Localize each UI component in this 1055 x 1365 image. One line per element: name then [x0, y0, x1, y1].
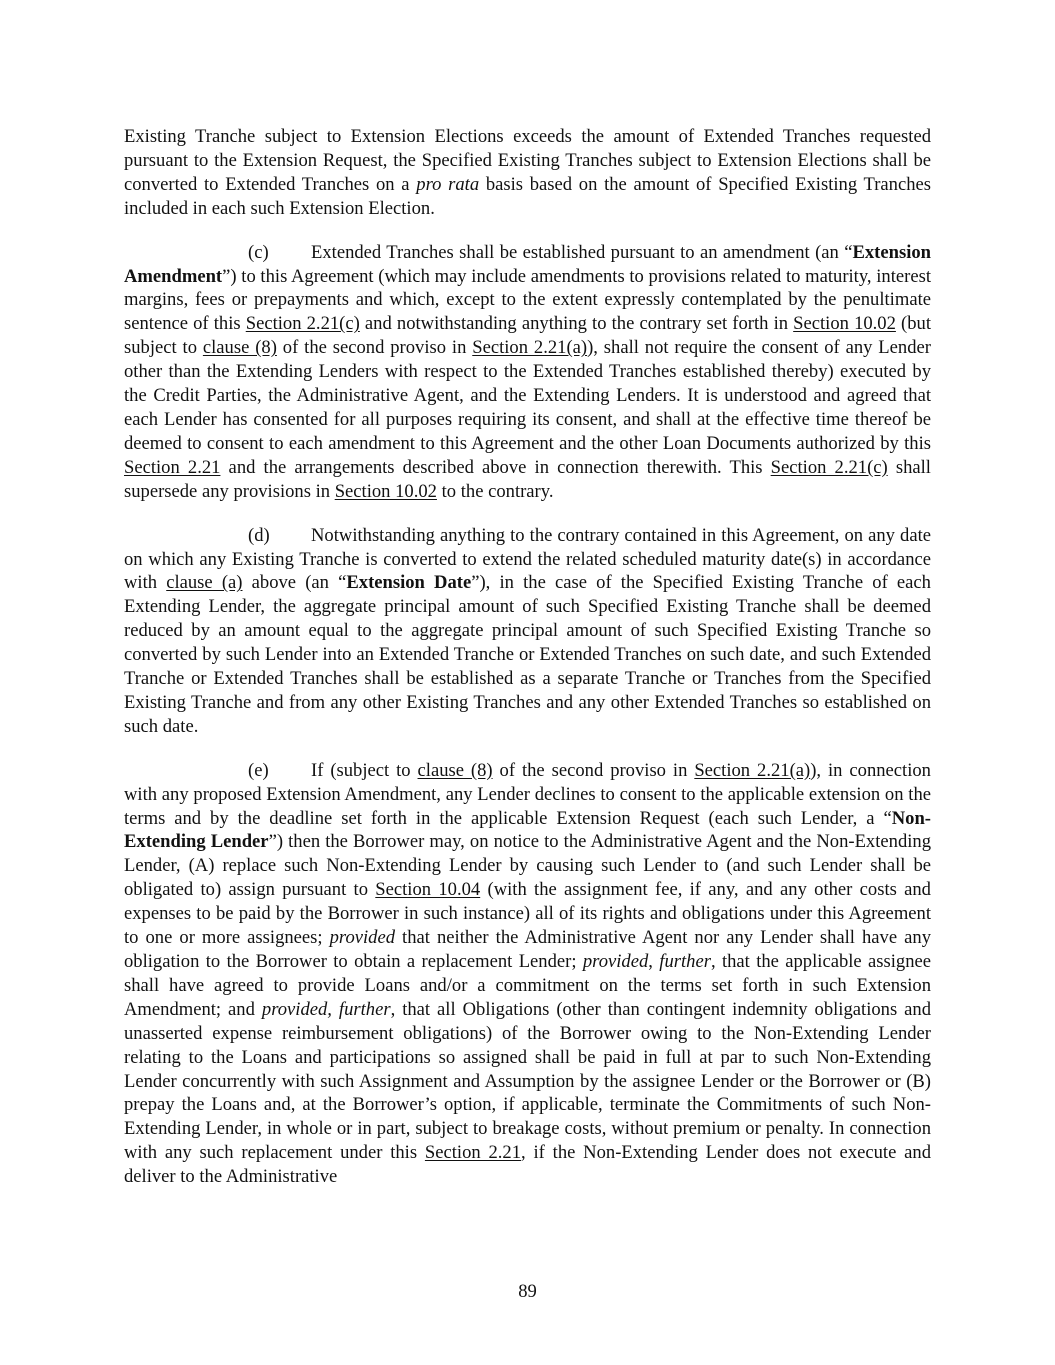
defined-term: Extension Date [346, 572, 472, 594]
document-body [124, 125, 931, 1209]
text-run: shall supersede any provisions in [124, 456, 931, 502]
defined-term: Extension Amendment [124, 241, 931, 287]
italic-text: further [659, 951, 711, 972]
text-run: If (subject to [311, 759, 418, 781]
text-run: to the contrary. [436, 480, 554, 502]
cross-reference: clause (8) [417, 759, 493, 781]
cross-reference: clause (8) [202, 337, 277, 359]
cross-reference: Section 2.21 [424, 1142, 522, 1164]
text-run: , that the applicable assignee shall have agreed to provide Loans and/or a commitment on the terms set forth in such Extension Amendment; and [124, 951, 932, 1020]
cross-reference: clause (a) [166, 572, 243, 594]
text-run: Notwithstanding anything to the contrary contained in this Agreement, on any date on which any Existing Tranche is converted to extend the related scheduled maturity date(s) in accordance with [124, 524, 931, 594]
text-run: Existing Tranche subject to Extension Elections exceeds the amount of Extended Tranches requested pursuant to the Extension Request, the Specified Existing Tranches subject to Extension Elections shall be converted to Extended Tranches on a [124, 126, 931, 195]
cross-reference: Section 10.04 [375, 879, 481, 901]
italic-text: provided, further [261, 998, 391, 1020]
text-run: ”), in the case of the Specified Existing Tranche of each Extending Lender, the aggregate principal amount of such Specified Existing Tranche shall be deemed reduced by an amount equal to the aggregate principal amount of such Specified Existing Tranche so converted by such Lender into an Extended Tranche or Extended Tranches on such date, and such Extended Tranche or Extended Tranches shall be established as a separate Tranche or Tranches from the Specified Existing Tranche and from any other Existing Tranches and any other Extended Tranches so established on such date. [124, 572, 931, 737]
text-run: , if the Non-Extending Lender does not execute and deliver to the Administrative [124, 1142, 931, 1188]
page-number: 89 [518, 1281, 537, 1302]
text-run: ”) then the Borrower may, on notice to the Administrative Agent and the Non-Extending Lender, (A) replace such Non-Extending Lender by causing such Lender to (and such Lender shall be obligated to) assign pursuant to [124, 831, 931, 901]
text-run: above (an “ [242, 572, 347, 594]
cross-reference: Section 2.21 [124, 456, 221, 478]
paragraph-c [124, 241, 931, 504]
text-run: Extended Tranches shall be established pursuant to an amendment (an “ [311, 241, 853, 263]
text-run: (with the assignment fee, if any, and any other costs and expenses to be paid by the Borrower in such instance) all of its rights and obligations under this Agreement to one or more assignees; [124, 879, 931, 949]
cross-reference: Section 2.21(c) [770, 456, 888, 478]
text-run: of the second proviso in [276, 337, 473, 359]
paragraph-label: (c) [248, 241, 269, 263]
paragraph-e [124, 759, 931, 1189]
text-run: ”) to this Agreement (which may include amendments to provisions related to maturity, interest margins, fees or prepayments and which, except to the extent expressly contemplated by the penultimate sentence of this [124, 265, 931, 335]
paragraph-label: (d) [248, 524, 270, 546]
defined-term: Non-Extending Lender [124, 807, 931, 853]
italic-text: pro rata [416, 173, 480, 195]
text-run: ), shall not require the consent of any Lender other than the Extending Lenders with respect to the Extended Tranches established thereby) executed by the Credit Parties, the Administrative Agent, and the Extending Lenders. It is understood and agreed that each Lender has consented for all purposes requiring its consent, and shall at the effective time thereof be deemed to consent to each amendment to this Agreement and the other Loan Documents authorized by this [124, 337, 931, 454]
text-run: and the arrangements described above in connection therewith. This [220, 456, 771, 478]
cross-reference: Section 10.02 [793, 313, 896, 335]
cross-reference: Section 2.21(c) [245, 313, 360, 335]
paragraph-continuation [124, 125, 931, 221]
text-run: and notwithstanding anything to the contrary set forth in [359, 313, 794, 335]
text-run: ), in connection with any proposed Extension Amendment, any Lender declines to consent to the applicable extension on the terms and by the deadline set forth in the applicable Extension Request (each such Lender, a “ [124, 759, 931, 829]
text-run: of the second proviso in [492, 759, 695, 781]
cross-reference: Section 10.02 [334, 480, 437, 502]
italic-text: provided [329, 927, 396, 949]
italic-text: provided [582, 951, 649, 972]
text-run: basis based on the amount of Specified Existing Tranches included in each such Extension Election. [124, 173, 931, 219]
text-run: (but subject to [124, 313, 931, 359]
text-run: , [648, 951, 660, 972]
text-run: that neither the Administrative Agent nor any Lender shall have any obligation to the Borrower to obtain a replacement Lender; [124, 927, 931, 972]
paragraph-label: (e) [248, 759, 269, 781]
cross-reference: Section 2.21(a) [472, 337, 588, 359]
cross-reference: Section 2.21(a) [694, 759, 811, 781]
text-run: , that all Obligations (other than contingent indemnity obligations and unasserted expense reimbursement obligations) of the Borrower owing to the Non-Extending Lender relating to the Loans and participations so assigned shall be paid in full at par to such Non-Extending Lender concurrently with such Assignment and Assumption by the assignee Lender or the Borrower or (B) prepay the Loans and, at the Borrower’s option, if applicable, terminate the Commitments of such Non-Extending Lender, in whole or in part, subject to breakage costs, without premium or penalty. In connection with any such replacement under this [124, 998, 932, 1164]
paragraph-d [124, 524, 931, 739]
